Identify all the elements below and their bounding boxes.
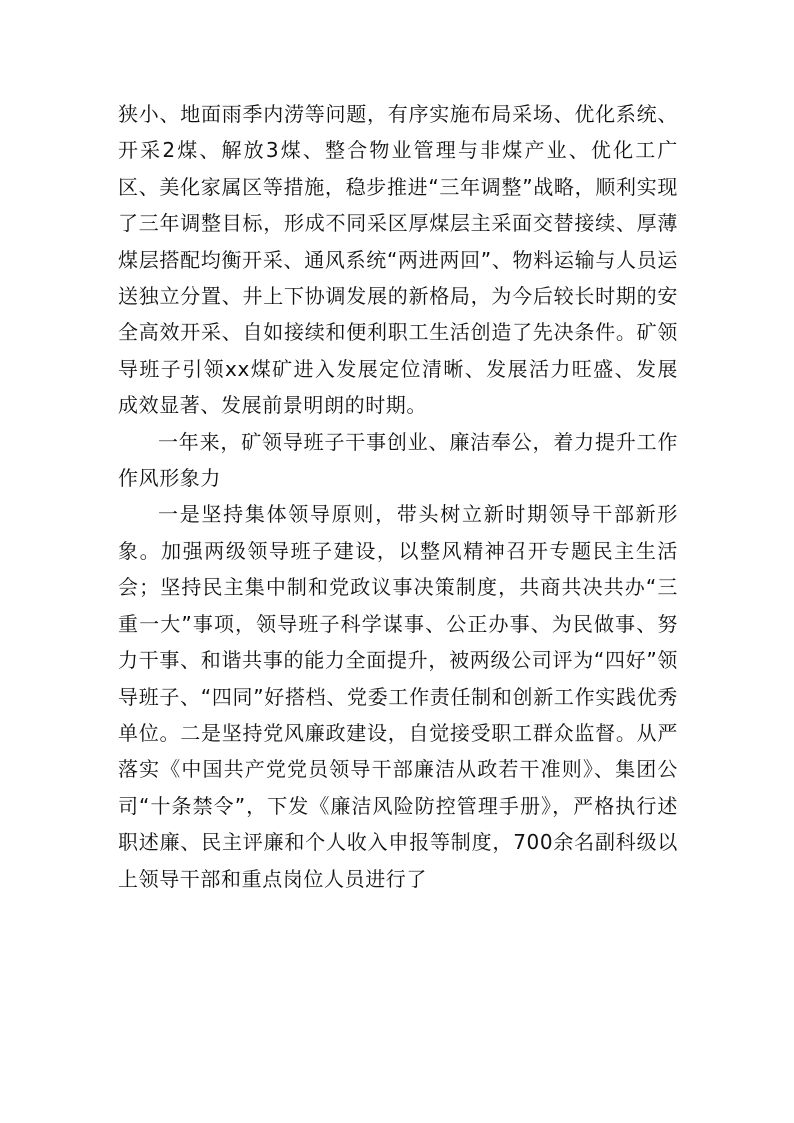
paragraph-3: 一是坚持集体领导原则，带头树立新时期领导干部新形象。加强两级领导班子建设，以整风精神召开专题民主生活会；坚持民主集中制和党政议事决策制度，共商共决共办“三重一大”事项，领导班子科学谋事、公正办事、为民做事、努力干事、和谐共事的能力全面提升，被两级公司评为“四好”领导班子、“四同”好搭档、党委工作责任制和创新工作实践优秀单位。二是坚持党风廉政建设，自觉接受职工群众监督。从严落实《中国共产党党员领导干部廉洁从政若干准则》、集团公司“十条禁令”，下发《廉洁风险防控管理手册》，严格执行述职述廉、民主评廉和个人收入申报等制度，700余名副科级以上领导干部和重点岗位人员进行了 xyxy=(118,502,678,891)
paragraph-1: 狭小、地面雨季内涝等问题，有序实施布局采场、优化系统、开采2煤、解放3煤、整合物业管理与非煤产业、优化工广区、美化家属区等措施，稳步推进“三年调整”战略，顺利实现了三年调整目标，形成不同采区厚煤层主采面交替接续、厚薄煤层搭配均衡开采、通风系统“两进两回”、物料运输与人员运送独立分置、井上下协调发展的新格局，为今后较长时期的安全高效开采、自如接续和便利职工生活创造了先决条件。矿领导班子引领xx煤矿进入发展定位清晰、发展活力旺盛、发展成效显著、发展前景明朗的时期。 xyxy=(118,102,678,418)
paragraph-2: 一年来，矿领导班子干事创业、廉洁奉公，着力提升工作作风形象力 xyxy=(118,429,678,491)
document-body xyxy=(118,96,678,897)
